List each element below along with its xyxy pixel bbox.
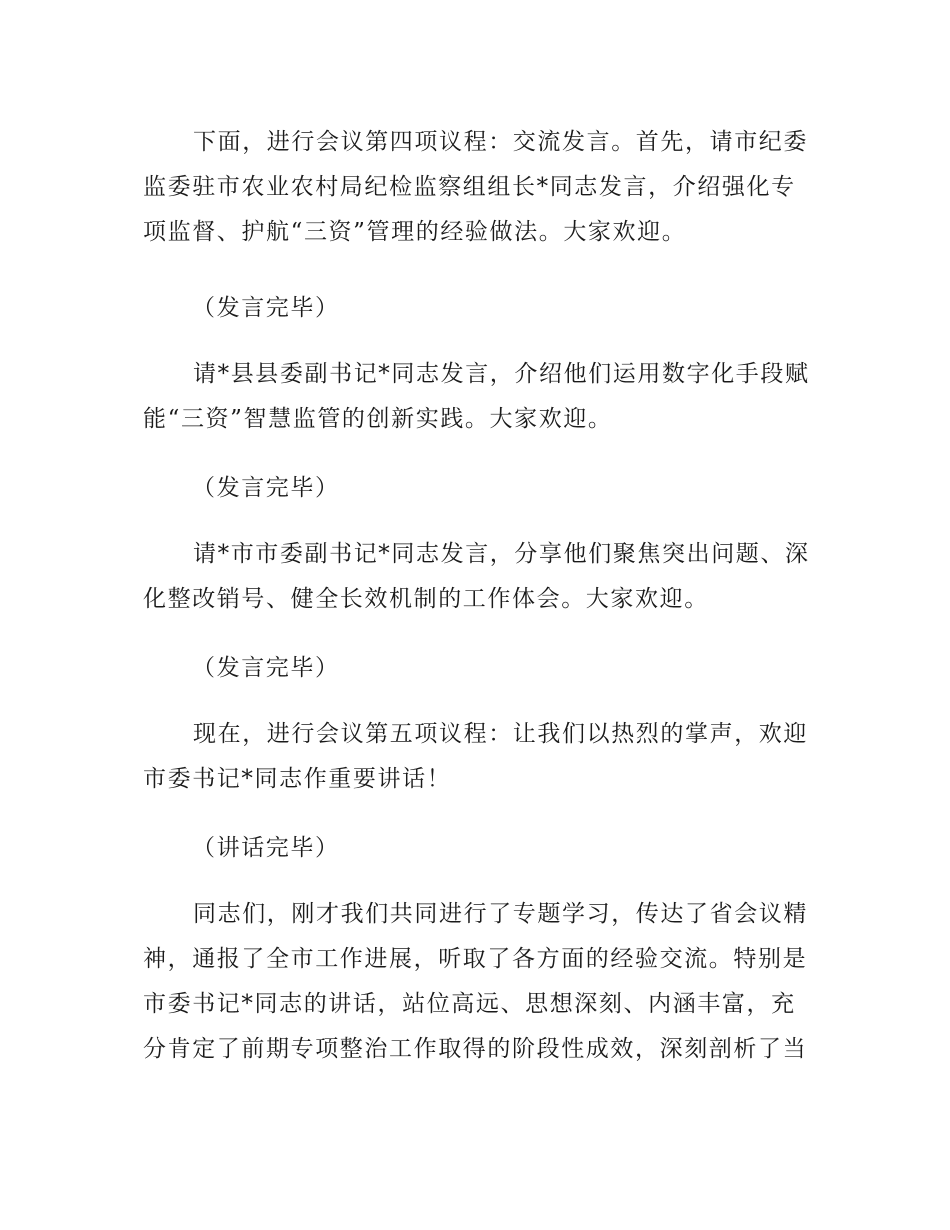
text-line: 同志们，刚才我们共同进行了专题学习，传达了省会议精 [193, 901, 808, 927]
paragraph-city-speaker [143, 532, 811, 622]
note-speech-finished: （发言完毕） [192, 295, 340, 321]
text-line: 市委书记*同志的讲话，站位高远、思想深刻、内涵丰富，充 [143, 991, 796, 1017]
text-line: 能“三资”智慧监管的创新实践。大家欢迎。 [143, 406, 613, 432]
paragraph-summary [143, 892, 811, 1072]
paragraph-county-speaker [143, 352, 811, 442]
text-line: 项监督、护航“三资”管理的经验做法。大家欢迎。 [143, 219, 687, 245]
text-line: 监委驻市农业农村局纪检监察组组长*同志发言，介绍强化专 [143, 174, 796, 200]
text-line: 市委书记*同志作重要讲话！ [143, 766, 452, 792]
paragraph-agenda-item-five [143, 712, 811, 802]
note-speech-finished: （发言完毕） [192, 655, 340, 681]
text-line: 下面，进行会议第四项议程：交流发言。首先，请市纪委 [193, 129, 808, 155]
text-line: 神，通报了全市工作进展，听取了各方面的经验交流。特别是 [143, 946, 808, 972]
text-line: 现在，进行会议第五项议程：让我们以热烈的掌声，欢迎 [193, 721, 808, 747]
text-line: 化整改销号、健全长效机制的工作体会。大家欢迎。 [143, 586, 709, 612]
text-line: 请*县县委副书记*同志发言，介绍他们运用数字化手段赋 [193, 361, 810, 387]
paragraph-agenda-item-four [143, 120, 811, 255]
text-line: 请*市市委副书记*同志发言，分享他们聚焦突出问题、深 [193, 541, 810, 567]
note-speech-finished: （发言完毕） [192, 475, 340, 501]
text-line: 分肯定了前期专项整治工作取得的阶段性成效，深刻剖析了当 [143, 1036, 808, 1062]
note-talk-finished: （讲话完毕） [192, 835, 340, 861]
